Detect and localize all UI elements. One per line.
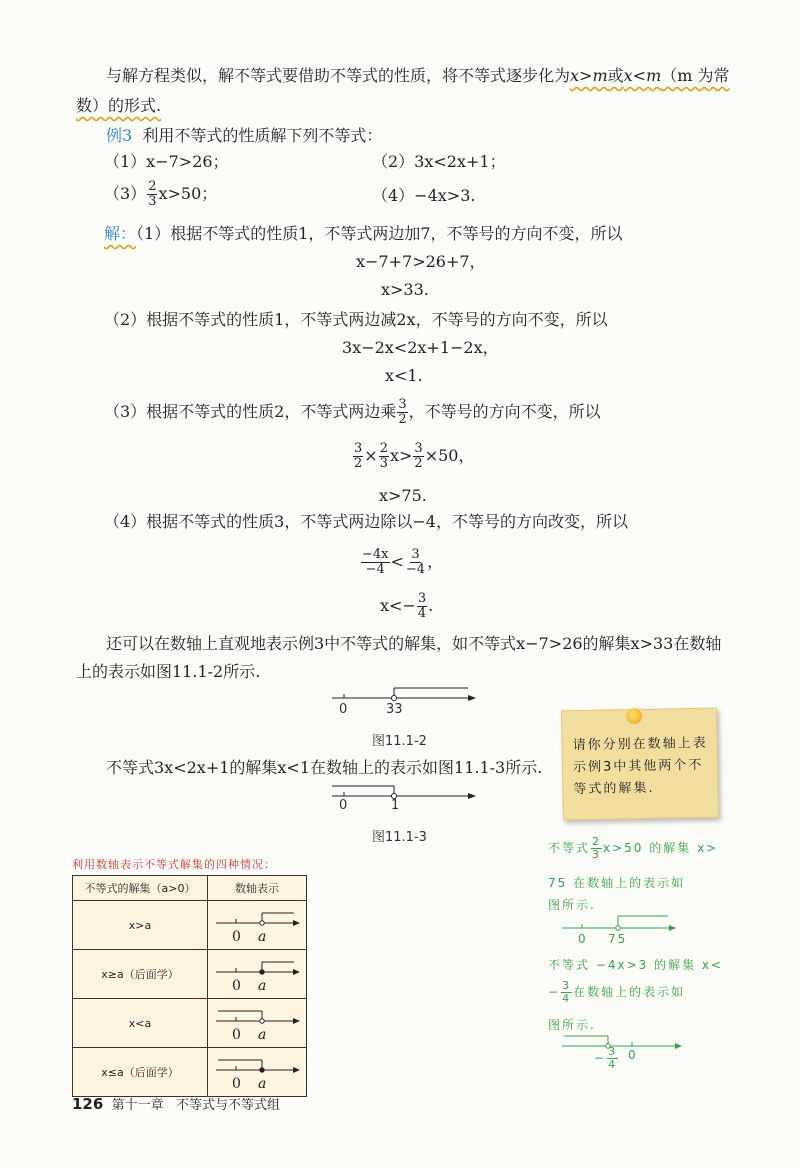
- case-label: x>a: [73, 901, 208, 950]
- open-point: [260, 1019, 264, 1023]
- fig3-caption: 图11.1-3: [372, 830, 427, 845]
- case-axis: [208, 950, 307, 999]
- side-number-line-2: [560, 1030, 690, 1056]
- axis-arrow: [675, 1043, 682, 1049]
- fig2-caption: 图11.1-2: [372, 734, 427, 749]
- solution-1-eq1: x−7+7>26+7，: [356, 252, 486, 271]
- case-a: a: [258, 929, 267, 945]
- figure-11-1-3-number-line: [330, 782, 480, 812]
- fig2-label-33: 33: [386, 702, 403, 717]
- case-axis: [208, 999, 307, 1048]
- cases-table: [72, 875, 307, 1097]
- note-text: 请你分别在数轴上表示例3中其他两个不等式的解集.: [572, 735, 708, 798]
- side-axis2-0: 0: [628, 1048, 638, 1062]
- problem-2: （2）3x<2x+1；: [372, 152, 506, 171]
- side-text-6: 图所示.: [548, 1018, 596, 1032]
- intro-line-2: 数）的形式.: [76, 96, 162, 115]
- solution-3-eq2: x>75.: [379, 486, 427, 505]
- solution-4-eq1: $\frac{-4x}{-4}$ < $\frac{3}{-4}$ ，: [362, 547, 444, 577]
- closed-point: [260, 1068, 264, 1072]
- table-row: [73, 901, 307, 950]
- solution-1-text: 解：（1）根据不等式的性质1，不等式两边加7，不等号的方向不变，所以: [104, 224, 623, 243]
- problem-1: （1）x−7>26；: [104, 152, 229, 171]
- para2-line-2: 上的表示如图11.1-2所示.: [76, 662, 261, 681]
- axis-arrow: [468, 695, 476, 701]
- case-axis: [208, 901, 307, 950]
- intro-line-1: 与解方程类似，解不等式要借助不等式的性质，将不等式逐步化为x>m或x<m（m 为常: [106, 66, 730, 85]
- side-text-3: 图所示.: [548, 898, 596, 912]
- page-footer: [72, 1094, 280, 1113]
- example-label: 例3: [106, 126, 133, 145]
- case-zero: 0: [232, 1027, 241, 1043]
- para3: 不等式3x<2x+1的解集x<1在数轴上的表示如图11.1-3所示.: [106, 758, 543, 777]
- problem-3: （3） $\frac{2}{3}$ x>50；: [104, 179, 218, 209]
- case-axis: [208, 1048, 307, 1097]
- cases-heading: 利用数轴表示不等式解集的四种情况：: [72, 858, 276, 871]
- cases-col-axis: 数轴表示: [208, 876, 307, 901]
- side-text-5: − $\frac{3}{4}$ 在数轴上的表示如: [548, 979, 686, 1005]
- closed-point: [260, 970, 264, 974]
- case-zero: 0: [232, 929, 241, 945]
- case-zero: 0: [232, 978, 241, 994]
- case-label: x≤a（后面学）: [73, 1048, 208, 1097]
- axis-arrow: [468, 793, 476, 799]
- solution-3-eq1: $\frac{3}{2}$ × $\frac{2}{3}$ x> $\frac{3}{2}$ ×50，: [354, 441, 475, 471]
- side-axis1-75: 75: [608, 932, 628, 946]
- solution-2-eq2: x<1.: [385, 366, 423, 385]
- pin-icon: [626, 708, 642, 724]
- side-axis2-neg: − $\frac{3}{4}$: [594, 1045, 618, 1071]
- example-heading: 例3 利用不等式的性质解下列不等式：: [106, 126, 383, 145]
- axis-arrow: [669, 925, 676, 931]
- open-point: [392, 696, 397, 701]
- chapter-label: 第十一章: [111, 1098, 164, 1113]
- solution-2-eq1: 3x−2x<2x+1−2x，: [342, 338, 499, 357]
- cases-col-solution: 不等式的解集（a>0）: [73, 876, 208, 901]
- solution-4-eq2: x<− $\frac{3}{4}$ .: [380, 591, 434, 621]
- table-row: [73, 1048, 307, 1097]
- solution-1-eq2: x>33.: [381, 280, 429, 299]
- side-text-2: 75 在数轴上的表示如: [548, 876, 686, 890]
- para2-line-1: 还可以在数轴上直观地表示例3中不等式的解集，如不等式x−7>26的解集x>33在数轴: [106, 634, 722, 653]
- case-a: a: [258, 978, 267, 994]
- sticky-note: [561, 708, 719, 821]
- side-axis1-0: 0: [578, 932, 588, 946]
- figure-11-1-2-number-line: [330, 684, 480, 720]
- chapter-title: 不等式与不等式组: [176, 1098, 281, 1113]
- side-text-1: 不等式 $\frac{2}{3}$ x>50 的解集 x>: [548, 835, 719, 861]
- solution-2-text: （2）根据不等式的性质1，不等式两边减2x，不等号的方向不变，所以: [104, 310, 608, 329]
- case-label: x<a: [73, 999, 208, 1048]
- table-row: [73, 950, 307, 999]
- fig3-label-0: 0: [339, 798, 348, 813]
- case-zero: 0: [232, 1076, 241, 1092]
- problem-4: （4）−4x>3.: [372, 186, 476, 205]
- side-text-4: 不等式 −4x>3 的解集 x<: [548, 958, 724, 972]
- solution-4-text: （4）根据不等式的性质3，不等式两边除以−4，不等号的方向改变，所以: [104, 512, 628, 531]
- table-row: [73, 999, 307, 1048]
- case-label: x≥a（后面学）: [73, 950, 208, 999]
- case-a: a: [258, 1076, 267, 1092]
- open-point: [616, 926, 620, 930]
- fig3-label-1: 1: [391, 798, 400, 813]
- case-a: a: [258, 1027, 267, 1043]
- solution-3-text: （3）根据不等式的性质2，不等式两边乘 $\frac{3}{2}$ ，不等号的方向不变，所以: [104, 397, 601, 427]
- solution-label: 解：: [104, 224, 137, 243]
- fig2-label-0: 0: [339, 702, 348, 717]
- page-number: 126: [72, 1095, 104, 1113]
- open-point: [260, 921, 264, 925]
